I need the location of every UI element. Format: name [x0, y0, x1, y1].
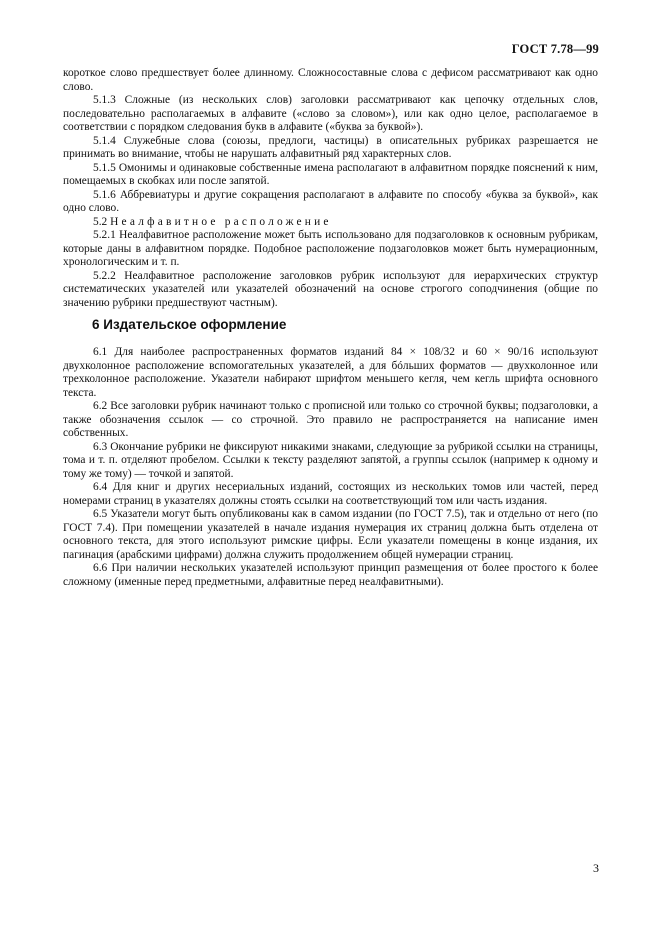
paragraph-6-3: 6.3 Окончание рубрики не фиксируют никакими знаками, следующие за рубрикой ссылки на страницы, тома и т. п. отделяют пробелом. Ссылки к тексту разделяют запятой, а группы ссылок (например к одному и тому же тому) — точкой и запятой. [63, 440, 598, 480]
section-6-title: 6 Издательское оформление [92, 317, 287, 332]
subsection-number: 5.2 [93, 215, 108, 228]
subsection-title: Неалфавитное расположение [110, 215, 332, 228]
subsection-5-2-heading [63, 216, 598, 230]
paragraph-6-2: 6.2 Все заголовки рубрик начинают только с прописной или только со строчной буквы; подзаголовки, а также обозначения ссылок — со строчной. Это правило не распространяется на написание имен собственных. [63, 400, 598, 439]
paragraph-5-1-6: 5.1.6 Аббревиатуры и другие сокращения располагают в алфавите по способу «буква за буквой», как одно слово. [63, 188, 598, 214]
page-number: 3 [593, 861, 599, 875]
document-header: ГОСТ 7.78—99 [511, 42, 599, 56]
paragraph-6-6: 6.6 При наличии нескольких указателей используют принцип размещения от более простого к более сложному (именные перед предметными, алфавитные перед неалфавитными). [63, 562, 598, 588]
paragraph-5-1-3: 5.1.3 Сложные (из нескольких слов) заголовки рассматривают как цепочку отдельных слов, последовательно располагаемых в алфавите («слово за словом»), или как одно целое, располагаемое в соответствии с порядком следования букв в алфавите («буква за буквой»). [63, 94, 598, 133]
paragraph-6-1: 6.1 Для наиболее распространенных форматов изданий 84 × 108/32 и 60 × 90/16 используют двухколонное расположение вспомогательных указателей, а для бóльших форматов — двухколонное или трехколонное расположение. Указатели набирают шрифтом меньшего кегля, чем кегль шрифта основного текста. [63, 346, 598, 399]
section-5-text [63, 67, 598, 310]
section-6-text [63, 346, 598, 589]
paragraph-5-1-4: 5.1.4 Служебные слова (союзы, предлоги, частицы) в описательных рубриках разрешается не принимать во внимание, чтобы не нарушать алфавитный ряд характерных слов. [63, 134, 598, 160]
paragraph-5-1-5: 5.1.5 Омонимы и одинаковые собственные имена располагают в алфавитном порядке пояснений к ним, помещаемых в скобках или после запятой. [63, 161, 598, 187]
paragraph-6-4: 6.4 Для книг и других несериальных изданий, состоящих из нескольких томов или частей, перед номерами страниц в указателях должны стоять ссылки на соответствующий том или часть издания. [63, 481, 598, 507]
paragraph-6-5: 6.5 Указатели могут быть опубликованы как в самом издании (по ГОСТ 7.5), так и отдельно от него (по ГОСТ 7.4). При помещении указателей в начале издания нумерация их страниц должна быть отделена от основного текста, для этого используют римские цифры. Если указатели помещены в конце издания, их пагинация (арабскими цифрами) должна служить продолжением общей нумерации страниц. [63, 508, 598, 561]
paragraph-5-2-2: 5.2.2 Неалфавитное расположение заголовков рубрик используют для иерархических структур систематических указателей или указателей обозначений на основе строгого соподчинения (общие по значению рубрики предшествуют частным). [63, 269, 598, 309]
paragraph-5-2-1: 5.2.1 Неалфавитное расположение может быть использовано для подзаголовков к основным рубрикам, которые даны в алфавитном порядке. Подобное расположение подзаголовков может быть нумерационным, хронологическим и т. п. [63, 229, 598, 268]
paragraph-continued: короткое слово предшествует более длинному. Сложносоставные слова с дефисом рассматривают как одно слово. [63, 67, 598, 93]
